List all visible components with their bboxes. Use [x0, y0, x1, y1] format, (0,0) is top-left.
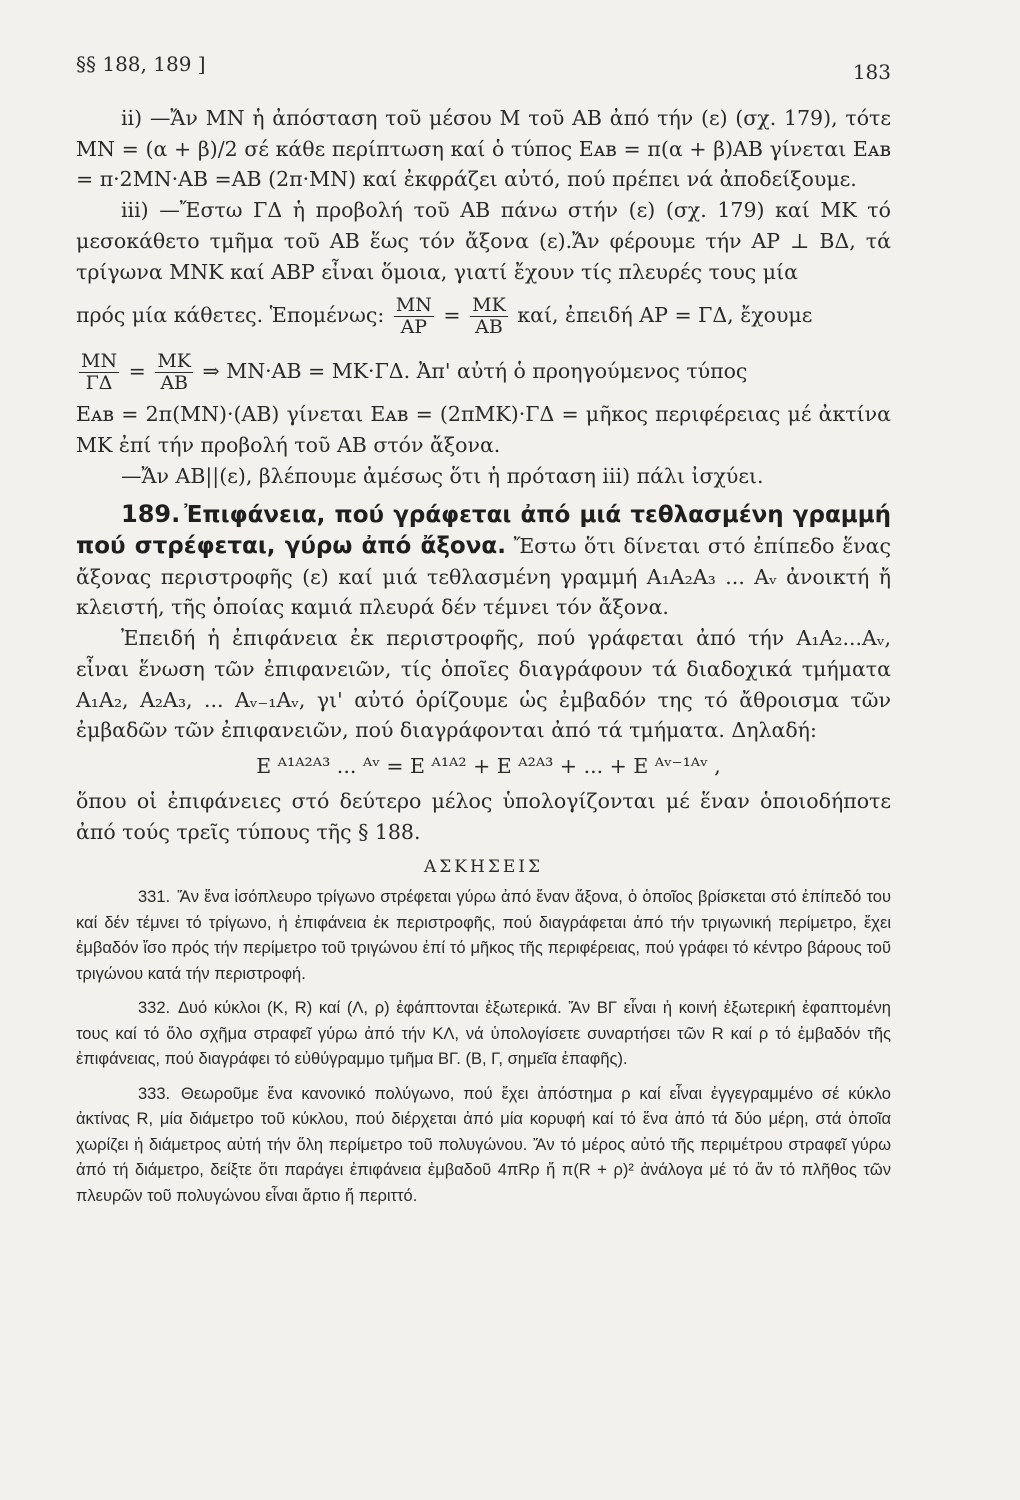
paragraph-iii: iii) —Ἔστω ΓΔ ἡ προβολή τοῦ ΑΒ πάνω στήν (ε) (σχ. 179) καί ΜΚ τό μεσοκάθετο τμῆμα τοῦ ΑΒ ἕως τόν ἄξονα (ε).Ἄν φέρουμε τήν ΑΡ ⊥ ΒΔ, τά τρίγωνα ΜΝΚ καί ΑΒΡ εἶναι ὅμοια, γιατί ἔχουν τίς πλευρές τους μία [76, 198, 891, 284]
fraction-numerator: ΜΚ [157, 350, 191, 373]
section-reference: §§ 188, 189 ] [76, 52, 206, 76]
exercise-item [76, 996, 891, 1073]
exercise-number: 332. [138, 999, 171, 1018]
exercise-item [76, 885, 891, 987]
exercise-text: Δυό κύκλοι (Κ, R) καί (Λ, ρ) ἐφάπτονται ἐξωτερικά. Ἄν ΒΓ εἶναι ἡ κοινή ἐξωτερική ἐφαπτομένη τους καί τό ὅλο σχῆμα στραφεῖ γύρω ἀπό τήν ΚΛ, νά ὑπολογίσετε συναρτήσει τῶν R καί ρ τό ἐμβαδόν τῆς ἐπιφάνειας, πού διαγράφει τό εὐθύγραμμο τμῆμα ΒΓ. (Β, Γ, σημεῖα ἐπαφῆς). [76, 999, 891, 1069]
paragraph-parallel-case: —Ἄν ΑΒ||(ε), βλέπουμε ἀμέσως ὅτι ἡ πρόταση iii) πάλι ἰσχύει. [121, 463, 764, 488]
equals-sign: = [128, 359, 146, 384]
fraction-mk-ab-2 [155, 352, 193, 393]
area-sum-formula: E ᴬ¹ᴬ²ᴬ³ ... ᴬᵛ = E ᴬ¹ᴬ² + E ᴬ²ᴬ³ + ... + E ᴬᵛ⁻¹ᴬᵛ , [256, 753, 721, 778]
book-page [76, 0, 891, 1500]
section-intro-text: Ἔστω ὅτι δίνεται στό ἐπίπεδο ἕνας ἄξονας περιστροφῆς (ε) καί μιά τεθλασμένη γραμμή Α₁Α₂Α₃ ... Αᵥ ἀνοικτή ἤ κλειστή, τῆς ὁποίας καμιά πλευρά δέν τέμνει τόν ἄξονα. [76, 534, 891, 620]
exercise-number: 333. [138, 1084, 171, 1103]
equation-trail-text: καί, ἐπειδή ΑΡ = ΓΔ, ἔχουμε [517, 303, 813, 328]
fraction-denominator: ΑΡ [400, 316, 428, 339]
fraction-denominator: ΑΒ [160, 372, 189, 395]
section-number: 189. [121, 500, 181, 529]
fraction-numerator: ΜΝ [81, 350, 118, 373]
exercise-list [76, 885, 891, 1209]
exercises-heading: ΑΣΚΗΣΕΙΣ [424, 857, 543, 878]
fraction-numerator: ΜΝ [395, 294, 432, 317]
equation-trail-text: ⇒ ΜΝ·ΑΒ = ΜΚ·ΓΔ. Ἀπ' αὐτή ὁ προηγούμενος τύπος [202, 359, 748, 384]
fraction-mk-ab [470, 296, 508, 337]
exercise-text: Θεωροῦμε ἕνα κανονικό πολύγωνο, πού ἔχει ἀπόστημα ρ καί εἶναι ἐγγεγραμμένο σέ κύκλο ἀκτίνας R, μία διάμετρο τοῦ κύκλου, πού διέρχεται ἀπό μία κορυφή καί τό ἕνα ἀπό τά δύο μέρη, στά ὁποῖα χωρίζει ἡ διάμετρος αὐτή τήν ὅλη περίμετρο τοῦ πολυγώνου. Ἄν τό μέρος αὐτό τῆς περιμέτρου στραφεῖ γύρω ἀπό τή διάμετρο, δείξτε ὅτι παράγει ἐπιφάνεια ἐμβαδοῦ 4πRρ ἤ π(R + ρ)² ἀνάλογα μέ τό ἄν τό πλῆθος τῶν πλευρῶν τοῦ πολυγώνου εἶναι ἄρτιο ἤ περιττό. [76, 1084, 891, 1205]
fraction-denominator: ΓΔ [85, 372, 113, 395]
fraction-mn-ap [394, 296, 434, 337]
page-body [76, 103, 891, 1218]
equals-sign: = [443, 303, 461, 328]
page-number: 183 [852, 60, 891, 84]
section-189-closing: ὅπου οἱ ἐπιφάνειες στό δεύτερο μέλος ὑπολογίζονται μέ ἕναν ὁποιοδήποτε ἀπό τούς τρεῖς τύπους τῆς § 188. [76, 788, 891, 844]
section-title: Ἐπιφάνεια, πού γράφεται ἀπό μιά τεθλασμένη γραμμή πού στρέφεται, γύρω ἀπό ἄξονα. [76, 502, 891, 560]
exercise-number: 331. [138, 888, 171, 907]
exercise-text: Ἄν ἕνα ἰσόπλευρο τρίγωνο στρέφεται γύρω ἀπό ἕναν ἄξονα, ὁ ὁποῖος βρίσκεται στό ἐπίπεδό του καί δέν τέμνει τό τρίγωνο, ἡ ἐπιφάνεια ἐκ περιστροφῆς, πού διαγράφεται ἀπό τήν τριγωνική περίμετρο, ἔχει ἐμβαδόν ἴσο πρός τήν περίμετρο τοῦ τριγώνου ἐπί τό μῆκος τῆς περιφέρειας, πού γράφει τό κέντρο βάρους τοῦ τριγώνου κατά τήν περιστροφή. [76, 888, 891, 983]
fraction-numerator: ΜΚ [472, 294, 506, 317]
equation-lead-text: πρός μία κάθετες. Ἑπομένως: [76, 303, 385, 328]
paragraph-ii: ii) —Ἄν ΜΝ ἡ ἀπόσταση τοῦ μέσου Μ τοῦ ΑΒ ἀπό τήν (ε) (σχ. 179), τότε ΜΝ = (α + β)/2 σέ κάθε περίπτωση καί ὁ τύπος Eᴀʙ = π(α + β)ΑΒ γίνεται Eᴀʙ = π·2ΜΝ·ΑΒ =ΑΒ (2π·ΜΝ) καί ἐκφράζει αὐτό, πού πρέπει νά ἀποδείξουμε. [76, 106, 891, 192]
similarity-equation-line [76, 287, 891, 343]
fraction-denominator: ΑΒ [475, 316, 503, 339]
section-189-paragraph: Ἐπειδή ἡ ἐπιφάνεια ἐκ περιστροφῆς, πού γράφεται ἀπό τήν Α₁Α₂...Αᵥ, εἶναι ἕνωση τῶν ἐπιφανειῶν, τίς ὁποῖες διαγράφουν τά διαδοχικά τμήματα Α₁Α₂, Α₂Α₃, ... Αᵥ₋₁Αᵥ, γι' αὐτό ὁρίζουμε ὡς ἐμβαδόν της τό ἄθροισμα τῶν ἐμβαδῶν τῶν ἐπιφανειῶν, πού διαγράφονται ἀπό τά τμήματα. Δηλαδή: [76, 626, 891, 743]
exercise-item [76, 1082, 891, 1210]
paragraph-iii-conclusion: Eᴀʙ = 2π(ΜΝ)·(ΑΒ) γίνεται Eᴀʙ = (2πΜΚ)·ΓΔ = μῆκος περιφέρειας μέ ἀκτίνα ΜΚ ἐπί τήν προβολή τοῦ ΑΒ στόν ἄξονα. [76, 402, 891, 457]
product-equation-line [76, 343, 891, 399]
fraction-mn-gd [79, 352, 119, 393]
section-189-intro [76, 499, 891, 623]
